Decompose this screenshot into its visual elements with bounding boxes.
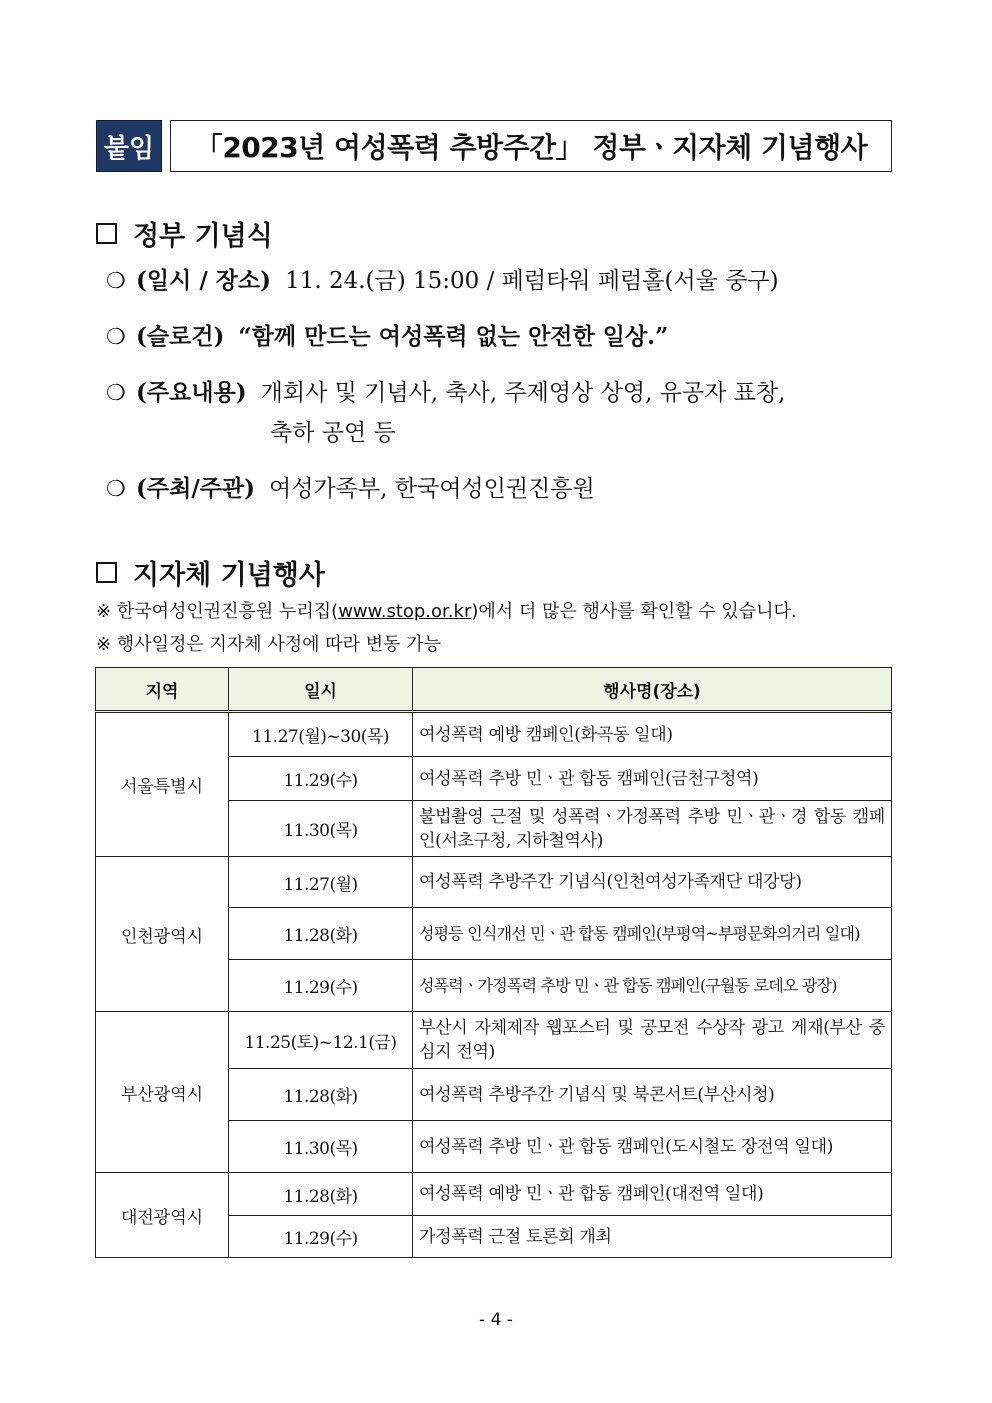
date-cell: 11.28(화): [229, 1069, 413, 1121]
circle-bullet-icon: ❍: [106, 325, 126, 350]
table-row: [96, 857, 892, 908]
date-cell: 11.27(월): [229, 857, 413, 908]
date-cell: 11.29(수): [229, 1216, 413, 1258]
event-cell: 여성폭력 추방 민ㆍ관 합동 캠페인(도시철도 장전역 일대): [413, 1121, 892, 1173]
section-local-events: [96, 553, 325, 592]
item-date-place: [106, 262, 779, 295]
note-text: )에서 더 많은 행사를 확인할 수 있습니다.: [471, 601, 797, 622]
item-host: [106, 470, 595, 503]
item-value: 여성가족부, 한국여성인권진흥원: [269, 476, 595, 502]
date-cell: 11.29(수): [229, 960, 413, 1012]
event-cell: 여성폭력 추방 민ㆍ관 합동 캠페인(금천구청역): [413, 757, 892, 801]
event-cell: 여성폭력 예방 민ㆍ관 합동 캠페인(대전역 일대): [413, 1173, 892, 1216]
square-bullet-icon: [96, 223, 117, 244]
circle-bullet-icon: ❍: [106, 477, 126, 502]
note-text: ※ 한국여성인권진흥원 누리집(: [96, 601, 339, 622]
item-value: “함께 만드는 여성폭력 없는 안전한 일상.”: [238, 323, 669, 350]
item-label: (일시 / 장소): [136, 267, 272, 294]
events-table: [95, 667, 892, 1258]
section-heading: 지자체 기념행사: [133, 560, 325, 591]
date-cell: 11.30(목): [229, 801, 413, 857]
header-date: 일시: [229, 668, 413, 712]
table-header-row: [96, 668, 892, 712]
event-cell: 여성폭력 추방주간 기념식 및 북콘서트(부산시청): [413, 1069, 892, 1121]
document-title: 「2023년 여성폭력 추방주간」 정부ㆍ지자체 기념행사: [170, 120, 892, 172]
region-cell: 부산광역시: [96, 1012, 229, 1173]
date-cell: 11.25(토)~12.1(금): [229, 1012, 413, 1069]
date-cell: 11.28(화): [229, 908, 413, 960]
event-cell: 불법촬영 근절 및 성폭력ㆍ가정폭력 추방 민ㆍ관ㆍ경 합동 캠페인(서초구청, 지하철역사): [413, 801, 892, 857]
website-link[interactable]: www.stop.or.kr: [338, 601, 472, 622]
table-row: [96, 712, 892, 757]
square-bullet-icon: [96, 562, 117, 583]
header-event: 행사명(장소): [413, 668, 892, 712]
circle-bullet-icon: ❍: [106, 269, 126, 294]
item-value: 11. 24.(금) 15:00 / 페럼타워 페럼홀(서울 중구): [285, 268, 779, 294]
note-website: [96, 597, 797, 623]
event-cell: 부산시 자체제작 웹포스터 및 공모전 수상작 광고 게재(부산 중심지 전역): [413, 1012, 892, 1069]
region-cell: 대전광역시: [96, 1173, 229, 1258]
item-main-content-continued: 축하 공연 등: [270, 420, 396, 446]
date-cell: 11.29(수): [229, 757, 413, 801]
circle-bullet-icon: ❍: [106, 381, 126, 406]
page-number: - 4 -: [479, 1310, 513, 1330]
note-schedule-change: ※ 행사일정은 지자체 사정에 따라 변동 가능: [96, 634, 442, 655]
event-cell: 여성폭력 예방 캠페인(화곡동 일대): [413, 712, 892, 757]
date-cell: 11.27(월)~30(목): [229, 712, 413, 757]
table-row: [96, 1012, 892, 1069]
event-cell: 성폭력ㆍ가정폭력 추방 민ㆍ관 합동 캠페인(구월동 로데오 광장): [413, 960, 892, 1012]
event-cell: 여성폭력 추방주간 기념식(인천여성가족재단 대강당): [413, 857, 892, 908]
event-cell: 가정폭력 근절 토론회 개최: [413, 1216, 892, 1258]
item-value: 개회사 및 기념사, 축사, 주제영상 상영, 유공자 표창,: [260, 380, 786, 406]
region-cell: 서울특별시: [96, 712, 229, 857]
item-label: (주요내용): [136, 379, 247, 406]
section-heading: 정부 기념식: [133, 221, 273, 252]
attachment-badge: 붙임: [96, 120, 162, 172]
item-main-content: [106, 374, 785, 407]
section-government-ceremony: [96, 214, 273, 253]
table-row: [96, 1173, 892, 1216]
date-cell: 11.30(목): [229, 1121, 413, 1173]
item-label: (슬로건): [136, 323, 225, 350]
item-label: (주최/주관): [136, 475, 256, 502]
date-cell: 11.28(화): [229, 1173, 413, 1216]
event-cell: 성평등 인식개선 민ㆍ관 합동 캠페인(부평역~부평문화의거리 일대): [413, 908, 892, 960]
region-cell: 인천광역시: [96, 857, 229, 1012]
title-row: [96, 120, 892, 172]
header-region: 지역: [96, 668, 229, 712]
item-slogan: [106, 318, 668, 351]
